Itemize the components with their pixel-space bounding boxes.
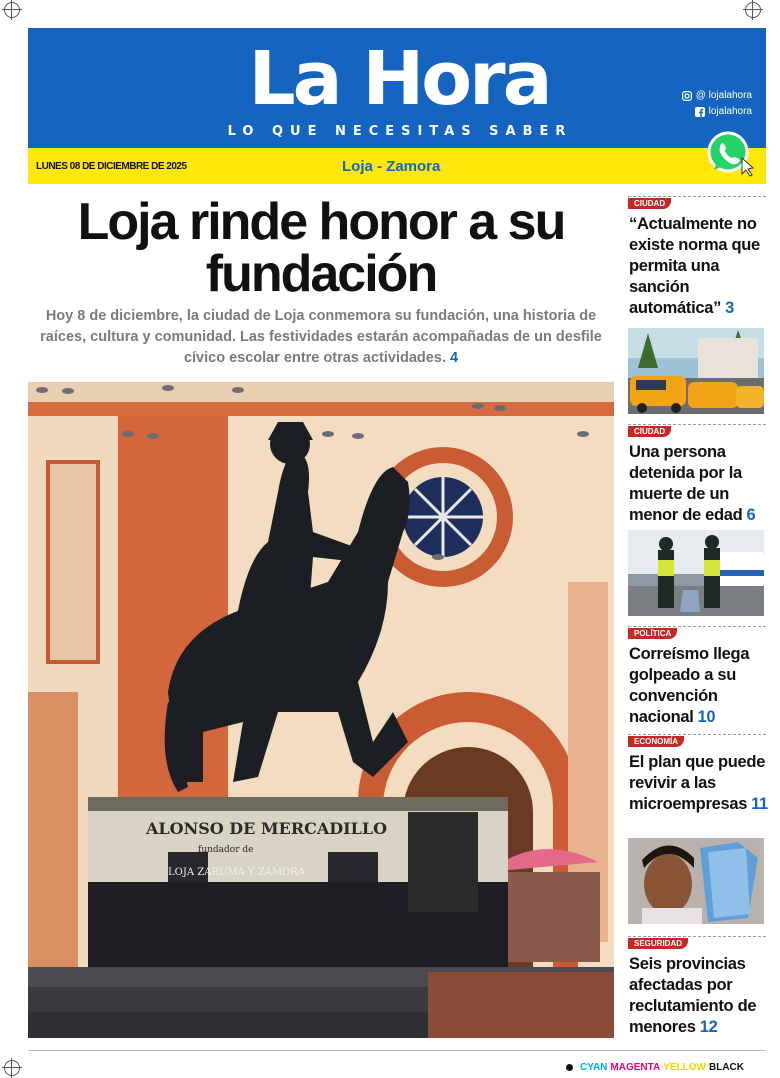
statue-inscription: ALONSO DE MERCADILLO [146, 819, 388, 838]
story-page-number: 12 [699, 1018, 718, 1036]
tagline: LO QUE NECESITAS SABER [227, 124, 573, 139]
color-bar [566, 1062, 744, 1073]
whatsapp-icon[interactable] [706, 130, 754, 178]
story-divider [628, 936, 766, 937]
story-title [629, 752, 766, 815]
yellow-label: YELLOW [663, 1062, 706, 1073]
section-tag: POLÍTICA [628, 628, 677, 639]
issue-date: LUNES 08 DE DICIEMBRE DE 2025 [36, 161, 187, 172]
section-tag: CIUDAD [628, 198, 671, 209]
social-handles [682, 88, 752, 120]
story-divider [628, 424, 766, 425]
instagram-icon [682, 91, 692, 101]
statue-inscription-sub: fundador de [198, 845, 254, 855]
edition-region: Loja - Zamora [342, 158, 441, 175]
magenta-label: MAGENTA [610, 1062, 661, 1073]
story-title-text: “Actualmente no existe norma que permita una sanción automática” [629, 215, 760, 317]
story-page-number: 6 [746, 506, 756, 524]
newspaper-logo: La Hora [248, 36, 550, 122]
date-bar [28, 148, 766, 184]
instagram-handle: @ lojalahora [695, 90, 752, 101]
story-divider [628, 626, 766, 627]
registration-mark-icon [4, 2, 20, 18]
story-title [629, 954, 766, 1038]
story-page-number: 11 [751, 795, 768, 813]
story-divider [628, 196, 766, 197]
story-title-text: Correísmo llega golpeado a su convención nacional [629, 645, 750, 726]
masthead [28, 28, 766, 148]
statue-inscription-place: LOJA ZARUMA Y ZAMORA [168, 867, 306, 878]
section-tag: ECONOMÍA [628, 736, 684, 747]
dot-icon [566, 1064, 573, 1071]
facebook-link[interactable] [682, 104, 752, 120]
story-title-text: Seis provincias afectadas por reclutamiento de menores [629, 955, 757, 1036]
facebook-handle: lojalahora [708, 106, 752, 117]
story-title-text: El plan que puede revivir a las microempresas [629, 753, 766, 813]
black-label: BLACK [709, 1062, 744, 1073]
lead-page-number: 4 [449, 350, 459, 366]
story-divider [628, 734, 766, 735]
story-title-text: Una persona detenida por la muerte de un menor de edad [629, 443, 743, 524]
story-title [629, 214, 766, 319]
section-tag: SEGURIDAD [628, 938, 688, 949]
story-page-number: 3 [725, 299, 734, 317]
facebook-icon [695, 107, 705, 117]
section-tag: CIUDAD [628, 426, 671, 437]
thumb-microenterprise [628, 838, 764, 924]
story-page-number: 10 [697, 708, 716, 726]
lead-photo-statue [28, 382, 614, 1038]
story-title [629, 442, 766, 526]
story-title [629, 644, 766, 728]
registration-mark-icon [4, 1060, 20, 1076]
thumb-taxis [628, 328, 764, 414]
thumb-police-arrest [628, 530, 764, 616]
lead-headline: Loja rinde honor a su fundación [77, 193, 565, 303]
registration-mark-icon [745, 2, 761, 18]
instagram-link[interactable] [682, 88, 752, 104]
cyan-label: CYAN [579, 1062, 608, 1073]
lead-summary-text: Hoy 8 de diciembre, la ciudad de Loja conmemora su fundación, una historia de raíces, cultura y comunidad. Las festividades estarán acompañadas de un desfile cívico escolar entre otras actividades. [40, 308, 602, 366]
lead-summary [28, 306, 614, 369]
bottom-rule [28, 1050, 766, 1051]
